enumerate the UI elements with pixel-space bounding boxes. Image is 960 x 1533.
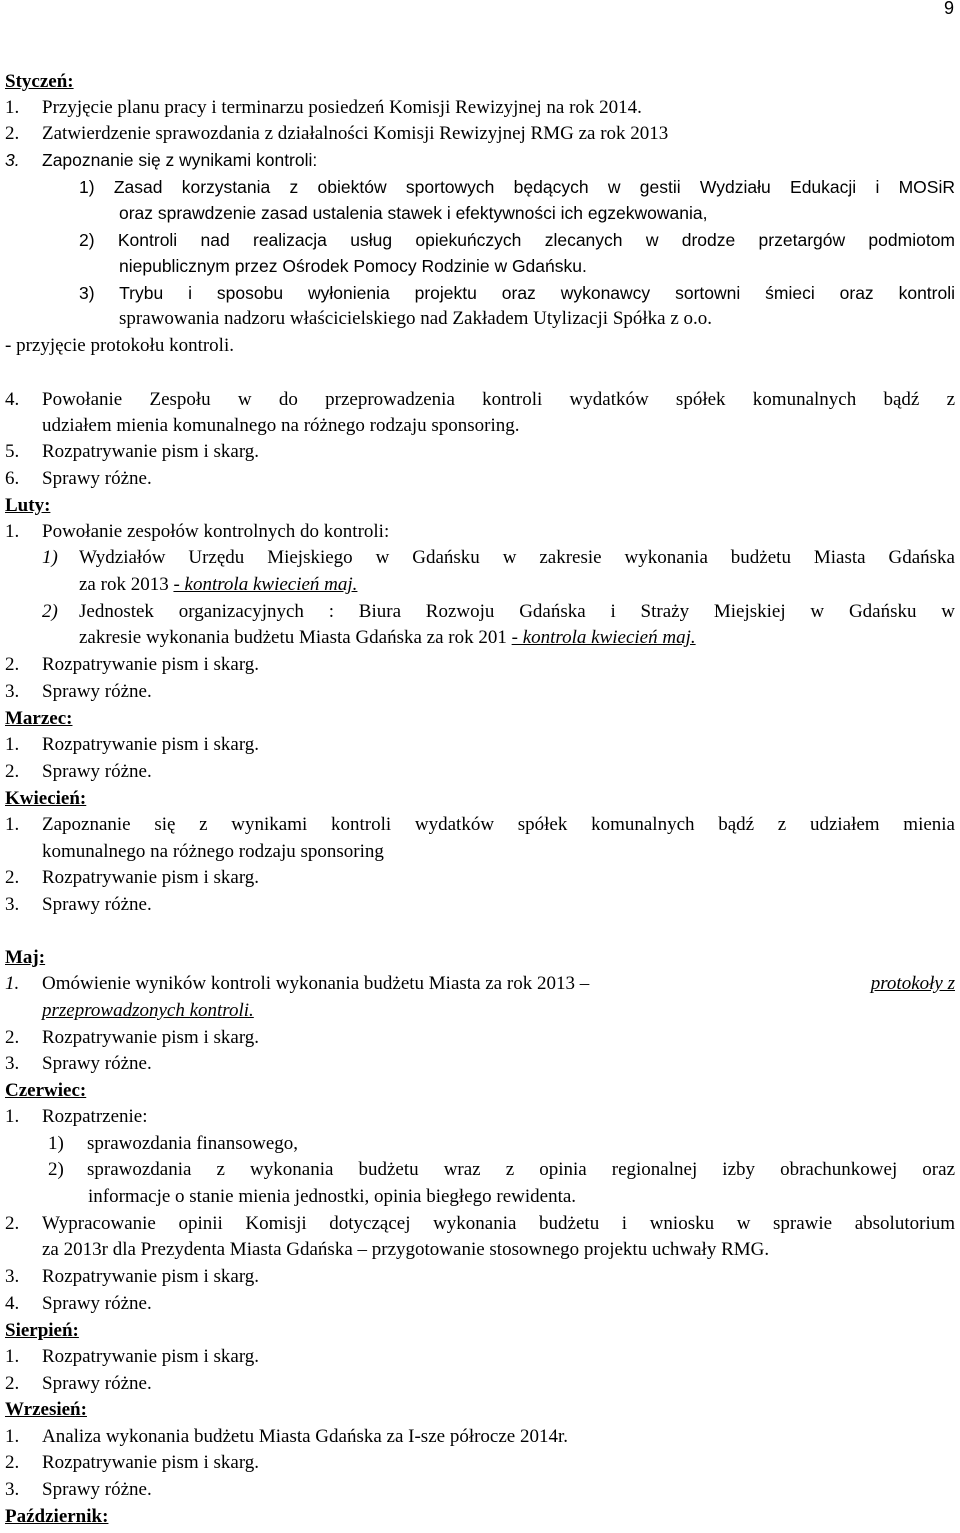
maj-item-1-line2: przeprowadzonych kontroli. <box>42 1000 254 1021</box>
czerwiec-sub-2-line2: informacje o stanie mienia jednostki, opinia biegłego rewidenta. <box>88 1186 577 1207</box>
styczen-item-2: 2. Zatwierdzenie sprawozdania z działalności Komisji Rewizyjnej RMG za rok 2013 <box>5 123 669 144</box>
styczen-note: - przyjęcie protokołu kontroli. <box>5 335 234 356</box>
luty-item-1: 1. Powołanie zespołów kontrolnych do kontroli: <box>5 521 390 542</box>
page-number: 9 <box>943 0 954 18</box>
heading-czerwiec: Czerwiec: <box>5 1080 87 1101</box>
styczen-item-4-line2: udziałem mienia komunalnego na różnego rodzaju sponsoring. <box>42 415 520 436</box>
styczen-item-1: 1. Przyjęcie planu pracy i terminarzu posiedzeń Komisji Rewizyjnej na rok 2014. <box>5 97 642 118</box>
kwiecien-item-1-line1: 1. Zapoznanie się z wynikami kontroli wydatków spółek komunalnych bądź z udziałem mienia <box>5 814 955 835</box>
czerwiec-item-1: 1. Rozpatrzenie: <box>5 1106 148 1127</box>
maj-item-1-line1: 1. Omówienie wyników kontroli wykonania budżetu Miasta za rok 2013 – protokoły z <box>5 973 955 994</box>
sierpien-item-1: 1. Rozpatrywanie pism i skarg. <box>5 1346 260 1367</box>
luty-sub-1-line2: za rok 2013 - kontrola kwiecień maj. <box>79 574 358 595</box>
styczen-item-4-line1: 4. Powołanie Zespołu w do przeprowadzenia kontroli wydatków spółek komunalnych bądź z <box>5 389 955 410</box>
czerwiec-item-2-line2: za 2013r dla Prezydenta Miasta Gdańska – przygotowanie stosownego projektu uchwały RMG. <box>42 1239 770 1260</box>
styczen-item-3: 3. Zapoznanie się z wynikami kontroli: <box>5 150 318 170</box>
heading-styczen: Styczeń: <box>5 71 74 92</box>
kwiecien-item-1-line2: komunalnego na różnego rodzaju sponsoring <box>42 841 384 862</box>
styczen-sub-1-line1: 1) Zasad korzystania z obiektów sportowych będących w gestii Wydziału Edukacji i MOSiR <box>79 177 955 197</box>
wrzesien-item-2: 2. Rozpatrywanie pism i skarg. <box>5 1452 260 1473</box>
maj-item-3: 3. Sprawy różne. <box>5 1053 152 1074</box>
marzec-item-2: 2. Sprawy różne. <box>5 761 152 782</box>
styczen-sub-3-line2: sprawowania nadzoru właścicielskiego nad Zakładem Utylizacji Spółka z o.o. <box>119 308 713 329</box>
styczen-sub-3-line1: 3) Trybu i sposobu wyłonienia projektu oraz wykonawcy sortowni śmieci oraz kontroli <box>79 283 955 303</box>
heading-maj: Maj: <box>5 947 46 968</box>
luty-item-3: 3. Sprawy różne. <box>5 681 152 702</box>
kwiecien-item-2: 2. Rozpatrywanie pism i skarg. <box>5 867 260 888</box>
czerwiec-sub-2-line1: 2) sprawozdania z wykonania budżetu wraz z opinia regionalnej izby obrachunkowej oraz <box>48 1159 955 1180</box>
heading-marzec: Marzec: <box>5 708 73 729</box>
luty-sub-2-line2: zakresie wykonania budżetu Miasta Gdańska za rok 201 - kontrola kwiecień maj. <box>79 627 696 648</box>
styczen-sub-2-line1: 2) Kontroli nad realizacja usług opiekuńczych zlecanych w drodze przetargów podmiotom <box>79 230 955 250</box>
luty-sub-1-line1: 1) Wydziałów Urzędu Miejskiego w Gdańsku w zakresie wykonania budżetu Miasta Gdańska <box>42 547 955 568</box>
wrzesien-item-3: 3. Sprawy różne. <box>5 1479 152 1500</box>
luty-sub-2-line1: 2) Jednostek organizacyjnych : Biura Rozwoju Gdańska i Straży Miejskiej w Gdańsku w <box>42 601 955 622</box>
heading-luty: Luty: <box>5 495 51 516</box>
heading-wrzesien: Wrzesień: <box>5 1399 87 1420</box>
sierpien-item-2: 2. Sprawy różne. <box>5 1373 152 1394</box>
maj-item-2: 2. Rozpatrywanie pism i skarg. <box>5 1027 260 1048</box>
wrzesien-item-1: 1. Analiza wykonania budżetu Miasta Gdańska za I-sze półrocze 2014r. <box>5 1426 568 1447</box>
czerwiec-item-4: 4. Sprawy różne. <box>5 1293 152 1314</box>
styczen-sub-2-line2: niepublicznym przez Ośrodek Pomocy Rodzinie w Gdańsku. <box>119 256 587 276</box>
czerwiec-item-2-line1: 2. Wypracowanie opinii Komisji dotyczącej wykonania budżetu i wniosku w sprawie absolutorium <box>5 1213 955 1234</box>
czerwiec-sub-1: 1) sprawozdania finansowego, <box>48 1133 299 1154</box>
marzec-item-1: 1. Rozpatrywanie pism i skarg. <box>5 734 260 755</box>
czerwiec-item-3: 3. Rozpatrywanie pism i skarg. <box>5 1266 260 1287</box>
kwiecien-item-3: 3. Sprawy różne. <box>5 894 152 915</box>
heading-sierpien: Sierpień: <box>5 1320 79 1341</box>
heading-pazdziernik: Październik: <box>5 1506 109 1527</box>
styczen-item-5: 5. Rozpatrywanie pism i skarg. <box>5 441 260 462</box>
luty-item-2: 2. Rozpatrywanie pism i skarg. <box>5 654 260 675</box>
heading-kwiecien: Kwiecień: <box>5 788 87 809</box>
styczen-sub-1-line2: oraz sprawdzenie zasad ustalenia stawek i efektywności ich egzekwowania, <box>119 203 708 223</box>
styczen-item-6: 6. Sprawy różne. <box>5 468 152 489</box>
